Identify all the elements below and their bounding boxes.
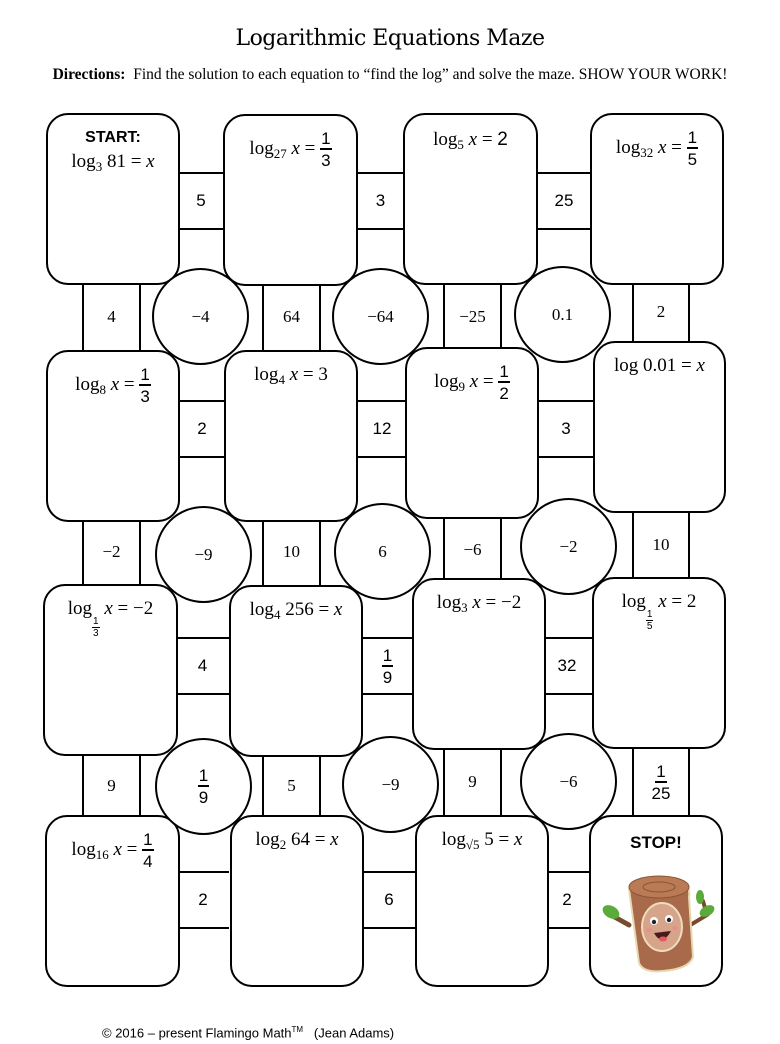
path-value: 6 [378, 541, 387, 561]
path-value: 4 [107, 307, 116, 326]
path-cell [82, 282, 141, 352]
path-value: −4 [191, 306, 210, 326]
equation: $\log_4 x = 3$ [254, 364, 328, 387]
path-cell [360, 637, 415, 695]
equation: $\log_{27} x$ = $\frac{1}{3}$ [249, 129, 331, 170]
equation: $\log_3 x = -2$ [436, 592, 522, 615]
path-circle [152, 268, 249, 365]
page-title: Logarithmic Equations Maze [235, 26, 545, 51]
path-cell [177, 172, 225, 230]
path-cell [262, 518, 321, 586]
start-label: START: [85, 129, 141, 146]
path-cell [360, 871, 418, 929]
path-cell [177, 871, 229, 929]
equation: $\log_{32} x$ = $\frac{1}{5}$ [615, 128, 698, 169]
equation: $\log_3 81 = x$ [71, 151, 155, 174]
numerator: 1 [198, 766, 209, 785]
path-value: 12 [372, 419, 392, 438]
maze-box [403, 113, 538, 285]
maze-box [592, 577, 726, 749]
path-cell [356, 172, 405, 230]
path-value: 9 [468, 772, 477, 791]
maze-box [593, 341, 726, 513]
path-value: 3 [375, 191, 386, 210]
path-value: 32 [557, 656, 577, 675]
path-circle [155, 738, 252, 835]
path-value-fraction [198, 767, 209, 806]
directions-text: Find the solution to each equation to “find the log” and solve the maze. SHOW YOUR WORK! [133, 66, 728, 83]
maze-box-start [46, 113, 180, 285]
equation: log $\frac{1}{3}$ x = −2 [67, 598, 154, 639]
path-cell [82, 518, 141, 586]
path-value: 0.1 [551, 304, 574, 324]
path-circle [334, 503, 431, 600]
equation: $\log_9 x$ = $\frac{1}{2}$ [434, 362, 509, 403]
path-circle [514, 266, 611, 363]
path-value: −2 [559, 536, 578, 556]
path-value: 2 [198, 890, 208, 909]
path-value: 2 [197, 419, 207, 438]
path-value: 25 [554, 191, 574, 210]
path-value: 2 [656, 302, 666, 321]
numerator: 1 [382, 645, 393, 665]
path-value: 10 [283, 542, 300, 561]
path-value: 64 [283, 307, 300, 326]
path-value: −6 [463, 540, 482, 559]
maze-box [405, 347, 539, 519]
equation: $\log_2 64 = x$ [255, 829, 339, 852]
footer-text: © 2016 – present Flamingo Math [102, 1025, 292, 1041]
path-value: 9 [107, 776, 116, 795]
footer-author: (Jean Adams) [313, 1025, 395, 1041]
equation: $\log_5 x = 2$ [433, 129, 508, 152]
path-cell [82, 752, 141, 820]
path-circle [332, 268, 429, 365]
directions [0, 66, 780, 84]
path-cell [262, 282, 321, 352]
path-circle [520, 498, 617, 595]
path-cell [177, 400, 227, 458]
path-value-fraction [382, 647, 393, 686]
trademark: TM [291, 1025, 304, 1034]
path-value: −64 [367, 306, 394, 326]
equation: $\log_{16} x$ = $\frac{1}{4}$ [71, 830, 153, 871]
path-value: 3 [561, 419, 571, 438]
path-cell [443, 748, 502, 816]
path-circle [155, 506, 252, 603]
path-circle [342, 736, 439, 833]
path-value: −9 [194, 544, 213, 564]
path-value: 5 [287, 776, 296, 795]
path-cell [536, 400, 596, 458]
maze-box [415, 815, 549, 987]
path-value: 2 [562, 890, 572, 909]
path-value: 4 [197, 656, 208, 675]
equation: $\log_4 256 = x$ [249, 599, 343, 622]
happy-log-icon [599, 867, 717, 977]
maze-box [229, 585, 363, 757]
path-value: 6 [384, 890, 394, 909]
path-value-fraction [652, 763, 671, 802]
denominator: 9 [382, 667, 393, 687]
path-cell [536, 172, 592, 230]
maze-box [412, 578, 546, 750]
equation: log 0.01 = x [614, 355, 705, 376]
maze-box [223, 114, 358, 286]
maze-box [45, 815, 180, 987]
path-cell [632, 282, 690, 342]
path-value: −6 [559, 771, 578, 791]
maze-box [230, 815, 364, 987]
path-cell [356, 400, 408, 458]
denominator: 9 [198, 788, 209, 807]
path-cell [443, 282, 502, 352]
maze-box [224, 350, 358, 522]
path-cell [262, 752, 321, 820]
path-cell [175, 637, 230, 695]
directions-label: Directions: [52, 66, 126, 83]
path-value: 10 [652, 535, 670, 554]
path-cell [540, 637, 594, 695]
maze-box-stop [589, 815, 723, 987]
path-value: 5 [196, 191, 206, 210]
equation: log $\frac{1}{5}$ x = 2 [621, 591, 697, 632]
maze-box [46, 350, 180, 522]
path-cell [443, 516, 502, 584]
denominator: 25 [651, 783, 671, 803]
equation: $\log_{√5} 5 = x$ [441, 829, 523, 852]
path-value: −9 [381, 774, 400, 794]
path-value: −25 [459, 307, 486, 326]
path-cell [632, 748, 690, 816]
copyright-footer [102, 1025, 394, 1040]
path-value: −2 [102, 542, 121, 561]
maze-box [590, 113, 724, 285]
path-cell [632, 511, 690, 579]
equation: $\log_8 x$ = $\frac{1}{3}$ [75, 365, 150, 406]
stop-label: STOP! [630, 833, 682, 852]
numerator: 1 [656, 761, 666, 781]
maze-box [43, 584, 178, 756]
path-circle [520, 733, 617, 830]
